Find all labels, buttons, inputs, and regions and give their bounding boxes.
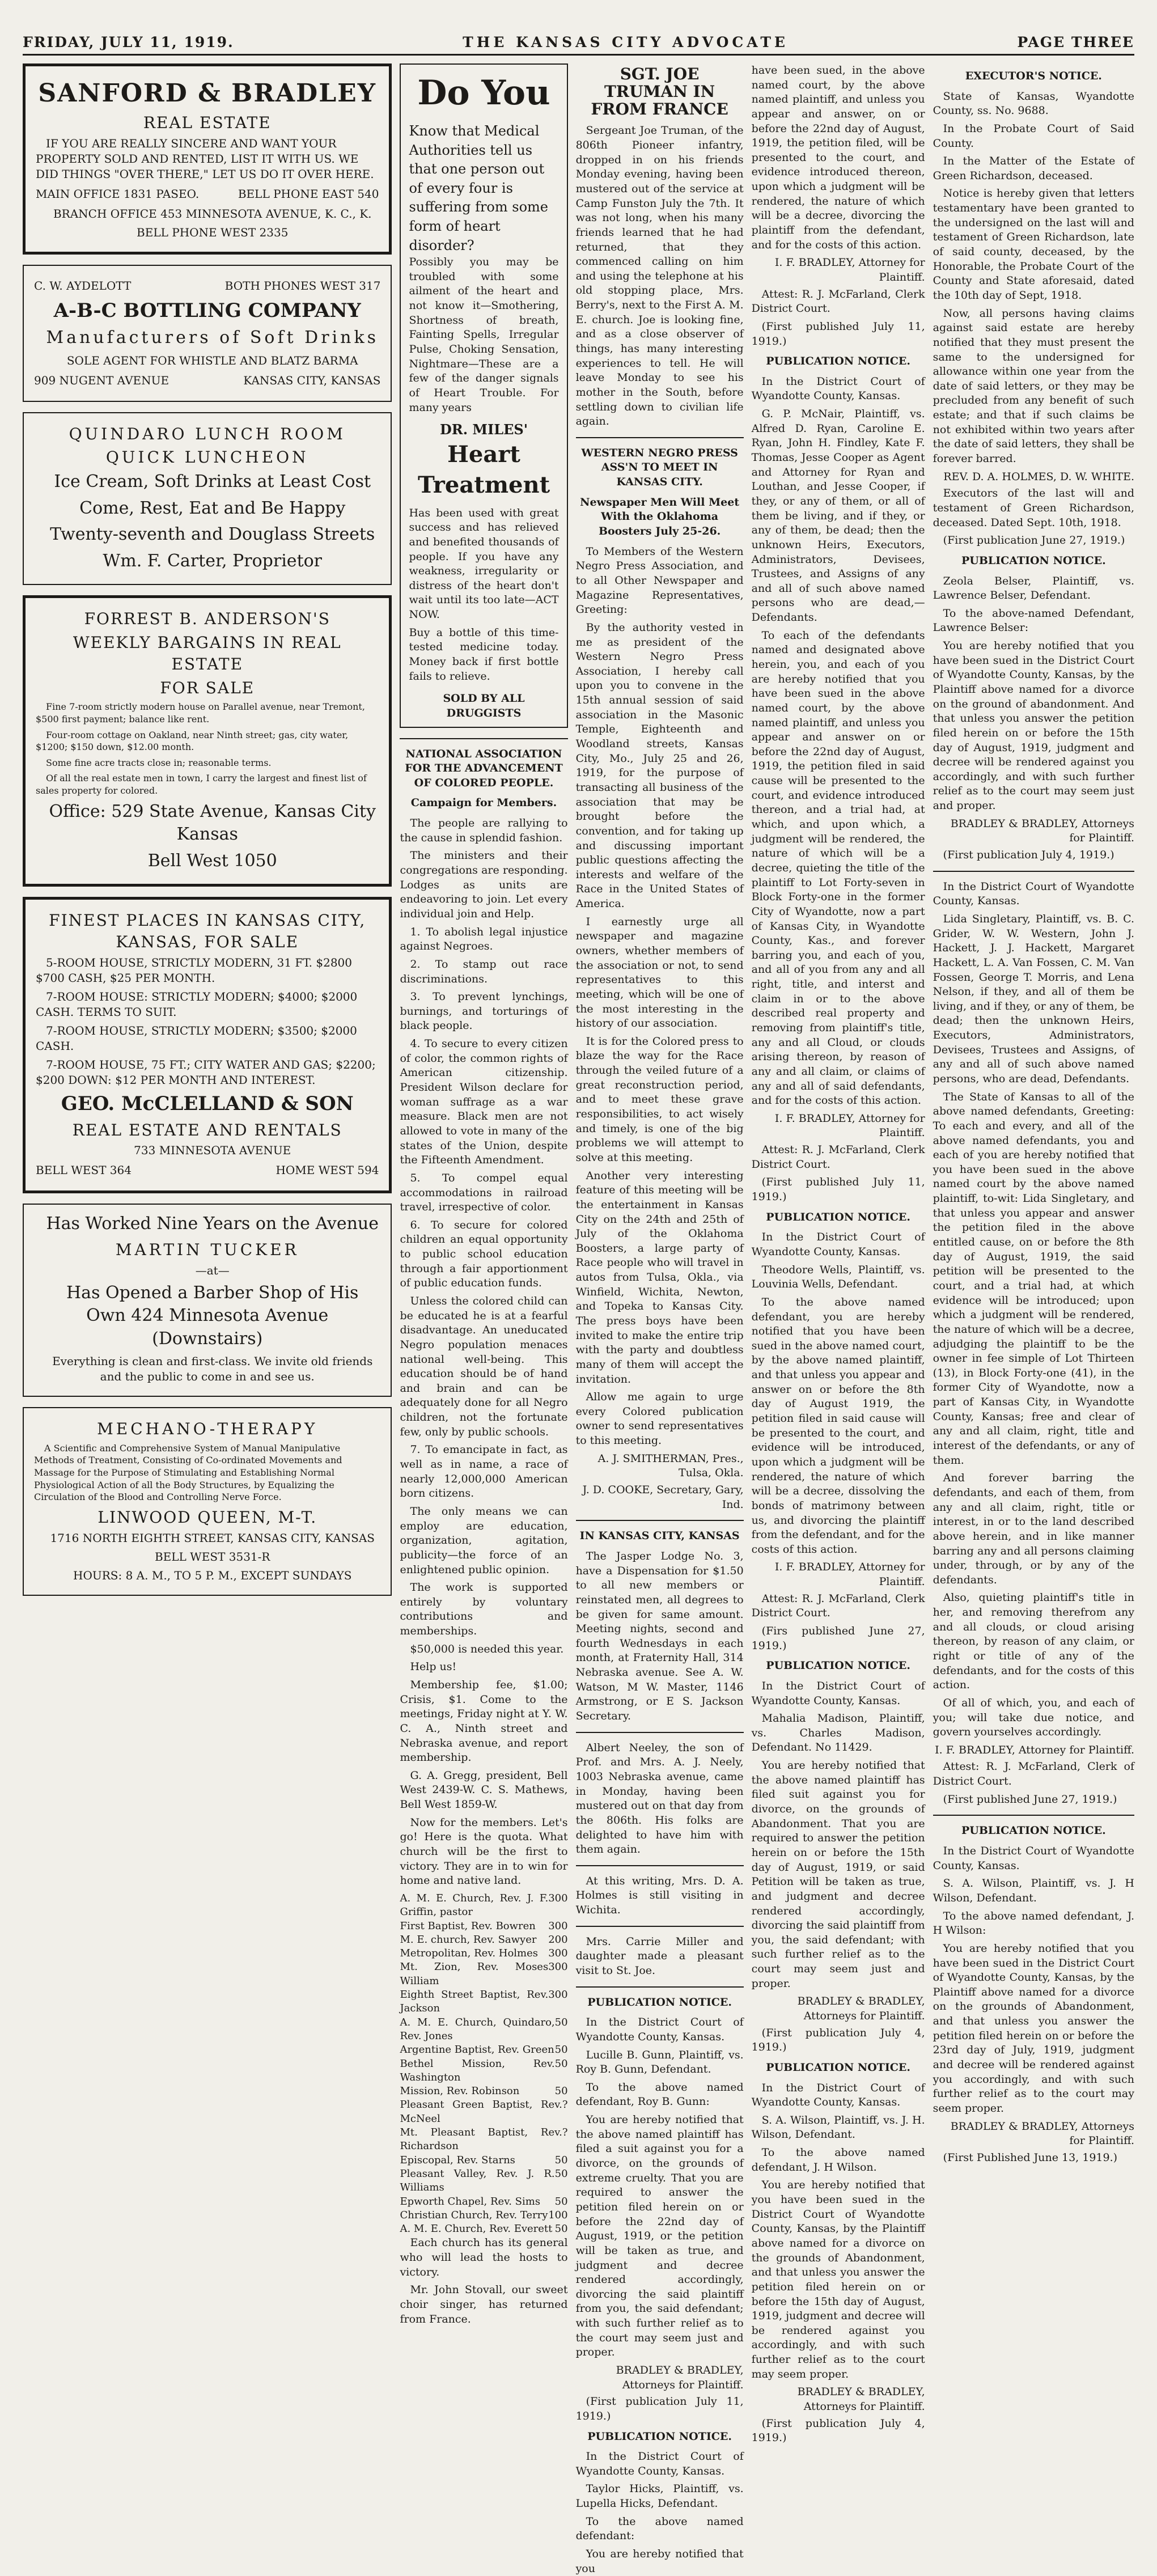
church-name: Argentine Baptist, Rev. Green: [400, 2044, 554, 2056]
mechano-therapy-ad: [23, 1407, 392, 1596]
notice-court: In the Probate Court of Said County.: [933, 122, 1134, 150]
ad-branch: BRANCH OFFICE 453 MINNESOTA AVENUE, K. C., K.: [53, 207, 372, 221]
paragraph: Albert Neeley, the son of Prof. and Mrs. A. J. Neely, 1003 Nebraska avenue, came in Monday, having been mustered out on that day from the 806th. His folks are delighted to have him with them again.: [575, 1741, 744, 1856]
notice-court: In the District Court of Wyandotte County, Kansas.: [933, 1845, 1134, 1872]
ad-agent: SOLE AGENT FOR WHISTLE AND BLATZ BARMA: [66, 353, 358, 367]
church-row: [400, 2222, 567, 2236]
finest-places-ad: [23, 897, 392, 1193]
church-row: [400, 1892, 567, 1920]
ad-firm: GEO. McCLELLAND & SON: [61, 1092, 354, 1115]
paragraph: Another very interesting feature of this meeting will be the entertainment in Kansas City on the 24th and 25th of July of the Oklahoma Boosters, a large party of Race people who will travel in autos from Tulsa, Okla., via Winfield, Wichita, Newton, and Topeka to Kansas City. The press boys have been invited to make the entire trip with the party and doubtless many of them will accept the invitation.: [575, 1169, 744, 1386]
paragraph: 6. To secure for colored children an equal opportunity to public school education through a fair apportionment of public education funds.: [400, 1218, 568, 1290]
ad-item: Four-room cottage on Oakland, near Ninth street; gas, city water, $1200; $150 down, $12.00 month.: [36, 729, 349, 753]
ad-title: FORREST B. ANDERSON'S: [84, 609, 330, 629]
ad-lead: Has Worked Nine Years on the Avenue: [46, 1214, 379, 1234]
article-subtitle: Campaign for Members.: [410, 796, 557, 810]
church-amount: 50: [554, 2085, 568, 2098]
ad-phone: BELL WEST 3531-R: [154, 1549, 270, 1564]
notice-parties: Lida Singletary, Plaintiff, vs. B. C. Grider, W. W. Western, John J. Hackett, J. J. Hackett, Margaret Hackett, L. A. Van Fossen, C. M. Van Fossen, George T. Morris, and Lena Nelson, if they, and all of them be living, and if they, or any of them, be dead; then the unknown Heirs, Executors, Administrators, Devisees, Trustees and Assigns, of any and all of such above named persons, who are dead, Defendants.: [933, 912, 1134, 1085]
paragraph: At this writing, Mrs. D. A. Holmes is still visiting in Wichita.: [575, 1874, 744, 1917]
notice-body: To each of the defendants named and designated above herein, you, and each of you are hereby notified that you have been sued in the above named court, by the above named plaintiff, and unless you appear and answer on or before the 22nd day of August, 1919, the petition filed in said cause will be presented to the court, and evidence introduced thereon, and a trial had, at which, and upon which, a judgment will be rendered, the nature of which will be a decree, quieting the title of the plaintiff to Lot Forty-seven in Block Forty-one in the former City of Wyandotte, now a part of Kansas City, in Wyandotte County, Kas., and forever barring you, and each of you, and all of you from any and all right, title, and interst and claim in or to the above described real property and removing from plaintiff's title, any and all Cloud, or clouds arising thereon, by reason of any and all claim, or claims of any and all of said defendants, and for the costs of this action.: [751, 629, 925, 1107]
paragraph: The people are rallying to the cause in splendid fashion.: [400, 817, 568, 844]
notice-body: Now, all persons having claims against said estate are hereby notified that they must present the same to the undersigned for allowance within one year from the date of said letters, or they may be precluded from any benefit of such estate; and that if such claims be not exhibited within two years after the date of said letters, they shall be forever barred.: [933, 307, 1134, 465]
paragraph: By the authority vested in me as president of the Western Negro Press Association, I hereby call upon you to convene in the 15th annual session of said association in the Masonic Temple, Eighteenth and Woodland streets, Kansas City, Mo., July 25 and 26, 1919, for the purpose of transacting all business of the association that may be brought before the convention, and for taking up and discussing important public questions affecting the interests and welfare of the Race in the United States of America.: [575, 621, 744, 910]
ad-title: SANFORD & BRADLEY: [38, 79, 377, 108]
ad-lead: Know that Medical Authorities tell us that one person out of every four is suffering from some form of heart disorder?: [409, 123, 548, 253]
notice-body: You are hereby notified that you have been sued in the District Court of Wyandotte County, Kansas, by the Plaintiff above named for a divorce on the grounds of Abandonment, and that unless you answer the petition filed herein on or before the 23rd day of July, 1919, judgment and decree will be rendered against you accordingly, and with such further relief as to the court may seem proper.: [933, 1942, 1134, 2115]
ad-brand2: Heart Treatment: [417, 440, 550, 498]
paragraph: Sergeant Joe Truman, of the 806th Pioneer infantry, dropped in on his friends Monday evening, having been mustered out of the service at Camp Funston July the 7th. It was not long, when his many friends learned that he had returned, that they commenced calling on him and using the telephone at his old stopping place, Mrs. Berry's, next to the First A. M. E. church. Joe is looking fine, and as a close observer of things, has many interesting experiences to tell. He will leave Monday to see his mother in the South, before settling down to civilian life again.: [575, 124, 744, 428]
paragraph: $50,000 is needed this year.: [410, 1642, 564, 1655]
notice-title: PUBLICATION NOTICE.: [961, 554, 1106, 567]
church-row: [400, 2043, 567, 2057]
paragraph: Help us!: [410, 1660, 457, 1673]
paragraph: 7. To emancipate in fact, as well as in name, a race of nearly 12,000,000 American born citizens.: [400, 1443, 568, 1500]
martin-tucker-ad: [23, 1204, 392, 1397]
ad-title: FINEST PLACES IN KANSAS CITY, KANSAS, FOR SALE: [49, 911, 366, 951]
ad-item: Some fine acre tracts close in; reasonable terms.: [46, 757, 272, 768]
ad-brand: DR. MILES': [439, 421, 528, 438]
church-name: Christian Church, Rev. Terry: [400, 2209, 548, 2221]
ad-name: LINWOOD QUEEN, M-T.: [98, 1507, 317, 1527]
press-subhead: Newspaper Men Will Meet With the Oklahoma Boosters July 25-26.: [580, 495, 740, 538]
newspaper-title: THE KANSAS CITY ADVOCATE: [463, 34, 789, 50]
paragraph: G. A. Gregg, president, Bell West 2439-W. C. S. Mathews, Bell West 1859-W.: [400, 1769, 568, 1811]
paragraph: Mr. John Stovall, our sweet choir singer, has returned from France.: [400, 2283, 568, 2325]
notice-pub: (First publication June 27, 1919.): [943, 534, 1125, 547]
masthead: [23, 34, 1134, 56]
truman-headline: SGT. JOE TRUMAN IN FROM FRANCE: [591, 65, 728, 118]
ad-phone: Bell West 1050: [147, 850, 277, 871]
church-amount: 300: [548, 1920, 568, 1932]
notice-body: You are hereby notified that the above named plaintiff has filed a suit against you for a divorce, on the grounds of extreme cruelty. That you are required to answer the petition filed herein on or before the 22nd day of August, 1919, or the petition will be taken as true, and judgment and decree rendered accordingly, divorcing the said plaintiff from you, the said defendant; with such further relief as to the court may seem just and proper.: [575, 2113, 744, 2359]
notice-parties: Theodore Wells, Plaintiff, vs. Louvinia Wells, Defendant.: [751, 1263, 925, 1291]
ad-title: MARTIN TUCKER: [115, 1240, 299, 1259]
church-amount: ?: [562, 2126, 568, 2139]
ad-address: 733 MINNESOTA AVENUE: [134, 1143, 291, 1158]
notice-body: To the above named defendant, you are hereby notified that you have been sued in the above named court, by the above named plaintiff, and that unless you appear and answer on or before the 8th day of August 1919, the petition filed in said cause will be presented to the court, and evidence will be introduced, upon which a judgment will be rendered, the nature of which will be a decree, dissolving the bonds of matrimony between us, and divorcing the plaintiff from the defendant, and for the costs of this action.: [751, 1295, 925, 1556]
church-name: Mt. Pleasant Baptist, Rev. Richardson: [400, 2126, 562, 2153]
page-number: PAGE THREE: [1017, 34, 1134, 50]
church-row: [400, 2154, 567, 2167]
ad-body: Has been used with great success and has relieved and benefited thousands of people. If you have any weakness, irregularity or distress of the heart don't wait until its too late—ACT NOW.: [409, 506, 559, 621]
ads-column: [23, 63, 392, 1730]
paragraph: I earnestly urge all newspaper and magazine owners, whether members of the association or not, to send representatives to this meeting, which will be one of the most interesting in the history of our association.: [575, 915, 744, 1030]
signature: J. D. COOKE, Secretary, Gary, Ind.: [582, 1484, 744, 1511]
ad-phone: BOTH PHONES WEST 317: [224, 279, 381, 293]
notice-court: In the District Court of Wyandotte County, Kansas.: [751, 2081, 925, 2109]
signature: BRADLEY & BRADLEY, Attorneys for Plaintiff.: [797, 2386, 925, 2413]
church-quota-list: [400, 1892, 567, 2236]
ad-subtitle: QUICK LUNCHEON: [105, 448, 309, 467]
church-name: Pleasant Green Baptist, Rev. McNeel: [400, 2099, 562, 2125]
church-amount: 300: [548, 1961, 568, 1973]
notice-body: Also, quieting plaintiff's title in her, and removing therefrom any and all clouds, or cloud arising thereon, by reason of any claim, or right or title of any of the defendants, and for the costs of this action.: [933, 1591, 1134, 1692]
notice-title: PUBLICATION NOTICE.: [766, 355, 911, 368]
notice-address: To the above named defendant, J. H Wilson.: [751, 2146, 925, 2174]
notice-title: PUBLICATION NOTICE.: [587, 2430, 732, 2443]
notice-body: have been sued, in the above named court, by the above named plaintiff, and unless you appear and answer, on or before the 22nd day of August, 1919, the petition filed, will be presented to the court, and evidence introduced thereon, upon which a judgment will be rendered, the nature of which will be a decree, divorcing the plaintiff from the defendant, and for the costs of this action.: [751, 64, 925, 251]
notice-address: To the above named defendant, J. H Wilson:: [933, 1909, 1134, 1937]
church-amount: 300: [548, 1989, 568, 2001]
church-amount: 50: [554, 2016, 568, 2028]
notice-body: Notice is hereby given that letters testamentary have been granted to the undersigned on the last will and testament of Green Richardson, late of said county, deceased, by the Honorable, the Probate Court of the County and State aforesaid, dated the 10th day of Sept, 1918.: [933, 187, 1134, 302]
ad-body: IF YOU ARE REALLY SINCERE AND WANT YOUR PROPERTY SOLD AND RENTED, LIST IT WITH US. WE DID THINGS "OVER THERE," LET US DO IT OVER HERE.: [36, 137, 374, 181]
notice-court: In the District Court of Wyandotte County, Kansas.: [575, 2016, 744, 2043]
notice-pub: (First publication July 11, 1919.): [575, 2395, 744, 2422]
ad-line: Twenty-seventh and Douglass Streets: [50, 524, 375, 545]
kc-headline: IN KANSAS CITY, KANSAS: [579, 1530, 740, 1543]
church-amount: 50: [554, 2223, 568, 2235]
ad-body: Everything is clean and first-class. We invite old friends and the public to come in and see us.: [52, 1354, 373, 1384]
church-amount: ?: [562, 2099, 568, 2111]
ad-subtitle: FOR SALE: [160, 678, 255, 697]
notice-court: In the District Court of Wyandotte County, Kansas.: [575, 2450, 744, 2477]
ad-subtitle: REAL ESTATE: [143, 113, 272, 133]
church-row: [400, 2167, 567, 2195]
church-amount: 200: [548, 1933, 568, 1946]
notice-pub: (First published June 27, 1919.): [943, 1793, 1117, 1806]
church-row: [400, 2057, 567, 2085]
notice-body: Of all of which, you, and each of you; will take due notice, and govern yourselves accordingly.: [933, 1696, 1134, 1739]
church-amount: 300: [548, 1892, 568, 1904]
church-name: Pleasant Valley, Rev. J. R. Williams: [400, 2167, 555, 2194]
paragraph: The work is supported entirely by voluntary contributions and memberships.: [400, 1581, 568, 1638]
notice-court: In the District Court of Wyandotte County, Kansas.: [933, 880, 1134, 908]
church-amount: 300: [548, 1947, 568, 1960]
ad-title: MECHANO-THERAPY: [97, 1420, 318, 1439]
forrest-anderson-ad: [23, 595, 392, 887]
paragraph: 5. To compel equal accommodations in railroad travel, irrespective of color.: [400, 1171, 568, 1214]
ad-item: Fine 7-room strictly modern house on Parallel avenue, near Tremont, $500 first payment; balance like rent.: [36, 701, 365, 724]
notice-pub: (First published July 11, 1919.): [751, 1176, 925, 1204]
notice-pub: (First Published June 13, 1919.): [943, 2151, 1118, 2164]
notice-body: You are hereby notified that you have been sued in the District Court of Wyandotte County, Kansas, by the Plaintiff above named for a divorce on the ground of abandonment. And that unless you answer the petition filed herein on or before the 15th day of August, 1919, judgment and decree will be rendered against you accordingly, and with such further relief as to the court may seem just and proper.: [933, 639, 1134, 812]
church-row: [400, 1933, 567, 1947]
ad-branch-phone: BELL PHONE WEST 2335: [137, 226, 289, 240]
press-headline: WESTERN NEGRO PRESS ASS'N TO MEET IN KANSAS CITY.: [581, 446, 738, 489]
notice-parties: Lucille B. Gunn, Plaintiff, vs. Roy B. Gunn, Defendant.: [575, 2048, 744, 2076]
church-row: [400, 1988, 567, 2016]
ad-line: Come, Rest, Eat and Be Happy: [79, 498, 346, 518]
notice-pub: (First publication July 4, 1919.): [751, 2026, 925, 2054]
ad-title: QUINDARO LUNCH ROOM: [69, 424, 346, 443]
signature: BRADLEY & BRADLEY, Attorneys for Plaintiff.: [950, 2120, 1134, 2147]
church-amount: 50: [554, 2195, 568, 2208]
ad-proprietor: Wm. F. Carter, Proprietor: [103, 550, 323, 571]
issue-date: FRIDAY, JULY 11, 1919.: [23, 34, 234, 50]
paragraph: Unless the colored child can be educated he is at a fearful disadvantage. An uneducated Negro population menaces national well-being. This education should be of hand and brain and can be adequately done for all Negro children, not the fortunate few, only by public schools.: [400, 1294, 568, 1438]
ad-title: A-B-C BOTTLING COMPANY: [53, 299, 361, 323]
signature: BRADLEY & BRADLEY, Attorneys for Plaintiff.: [797, 1995, 925, 2022]
church-row: [400, 1960, 567, 1988]
church-amount: 50: [554, 2167, 568, 2180]
ad-phone: BELL PHONE EAST 540: [238, 187, 379, 201]
notice-title: PUBLICATION NOTICE.: [766, 1210, 911, 1223]
notice-attest: Attest: R. J. McFarland, Clerk District Court.: [751, 1592, 925, 1620]
notice-address: To the above-named Defendant, Lawrence Belser:: [933, 607, 1134, 634]
paragraph: Allow me again to urge every Colored publication owner to send representatives to this meeting.: [575, 1391, 744, 1447]
column-3: [575, 63, 744, 2575]
notice-pub: (First publication July 4, 1919.): [943, 849, 1114, 862]
column-2: [400, 63, 568, 2325]
notice-pub: (Firs published June 27, 1919.): [751, 1624, 925, 1652]
column-5: [933, 63, 1134, 2164]
ad-body: Possibly you may be troubled with some ailment of the heart and not know it—Smothering, Shortness of breath, Fainting Spells, Irregular Pulse, Choking Sensation, Nightmare—These are a few of the danger signals of Heart Trouble. For many years: [409, 256, 559, 414]
paragraph: The ministers and their congregations are responding. Lodges as units are endeavoring to join. Let every individual join and Help.: [400, 849, 568, 920]
article-title: NATIONAL ASSOCIATION FOR THE ADVANCEMENT OF COLORED PEOPLE.: [405, 747, 563, 789]
notice-title: PUBLICATION NOTICE.: [766, 2061, 911, 2074]
ad-shop: Has Opened a Barber Shop of His Own 424 Minnesota Avenue (Downstairs): [66, 1282, 359, 1349]
notice-pub: (First published July 11, 1919.): [751, 320, 925, 348]
church-amount: 100: [548, 2209, 568, 2221]
church-name: Bethel Mission, Rev. Washington: [400, 2057, 555, 2083]
church-name: A. M. E. Church, Rev. J. F. Griffin, pastor: [400, 1892, 549, 1918]
notice-attest: Attest: R. J. McFarland, Clerk District Court.: [751, 287, 925, 315]
column-4: [751, 63, 925, 2444]
paragraph: The only means we can employ are education, organization, agitation, publicity—the force of an enlightened public opinion.: [400, 1505, 568, 1576]
church-row: [400, 1947, 567, 1960]
ad-hours: HOURS: 8 A. M., TO 5 P. M., EXCEPT SUNDAYS: [73, 1568, 352, 1582]
ad-title: WEEKLY BARGAINS IN REAL ESTATE: [73, 633, 342, 673]
signature: I. F. BRADLEY, Attorney for Plaintiff.: [774, 1561, 925, 1588]
ad-body: Buy a bottle of this time-tested medicine today. Money back if first bottle fails to relieve.: [409, 626, 559, 683]
signature: REV. D. A. HOLMES, D. W. WHITE.: [943, 470, 1134, 483]
ad-item: 7-ROOM HOUSE, 75 FT.; CITY WATER AND GAS; $2200; $200 DOWN: $12 PER MONTH AND INTEREST.: [36, 1057, 376, 1087]
notice-parties: Zeola Belser, Plaintiff, vs. Lawrence Belser, Defendant.: [933, 574, 1134, 602]
signature: BRADLEY & BRADLEY, Attorneys for Plaintiff.: [950, 817, 1134, 845]
signature: I. F. BRADLEY, Attorney for Plaintiff.: [935, 1743, 1134, 1756]
ad-title: Do You: [417, 73, 550, 113]
notice-body: The State of Kansas to all of the above named defendants, Greeting: To each and every, and all of the above named defendants, you and each of you are hereby notified that you have been sued in the above named court by the above named plaintiff, to-wit: Lida Singletary, and that unless you appear and answer the petition filed in the above entitled cause, on or before the 8th day of August, 1919, the said petition will be presented to the court, and a trial had, at which evidence will be introduced; upon which a judgment will be rendered, the nature of which will be a decree, adjudging the plaintiff to be the owner in fee simple of Lot Thirteen (13), in Block Forty-one (41), in the former City of Wyandotte, now a part of Kansas City, in Wyandotte County, Kansas; free and clear of any and all claim, right, title and interest of the defendants, or any of them.: [933, 1090, 1134, 1467]
church-name: A. M. E. Church, Quindaro, Rev. Jones: [400, 2016, 555, 2042]
ad-address: 909 NUGENT AVENUE: [34, 373, 169, 387]
church-amount: 50: [554, 2057, 568, 2070]
church-name: Episcopal, Rev. Starns: [400, 2154, 515, 2166]
paragraph: Now for the members. Let's go! Here is the quota. What church will be the first to victory. They are in to win for home and native land.: [400, 1816, 568, 1887]
church-row: [400, 1920, 567, 1933]
paragraph: 2. To stamp out race discriminations.: [400, 957, 568, 985]
notice-pub: (First publication July 4, 1919.): [751, 2417, 925, 2444]
notice-signer-note: Executors of the last will and testament of Green Richardson, deceased. Dated Sept. 10th, 1918.: [933, 487, 1134, 529]
church-row: [400, 2098, 567, 2126]
church-name: Eighth Street Baptist, Rev. Jackson: [400, 1989, 549, 2015]
notice-title: EXECUTOR'S NOTICE.: [965, 70, 1102, 82]
notice-court: In the District Court of Wyandotte County, Kansas.: [751, 375, 925, 402]
church-row: [400, 2209, 567, 2222]
church-name: Epworth Chapel, Rev. Sims: [400, 2195, 541, 2208]
ad-tagline: Manufacturers of Soft Drinks: [46, 328, 379, 348]
ad-body: A Scientific and Comprehensive System of Manual Manipulative Methods of Treatment, Consisting of Co-ordinated Movements and Massage for the Purpose of Stimulating and Establishing Normal Physiological Action of all the Body Structures, by Equalizing the Circulation of the Blood and Controlling Nerve Force.: [34, 1442, 342, 1503]
ad-owner: C. W. AYDELOTT: [34, 279, 132, 293]
church-row: [400, 2084, 567, 2098]
paragraph: The Jasper Lodge No. 3, have a Dispensation for $1.50 to all new members or reinstated men, all degrees to be given for same amount. Meeting nights, second and fourth Wednesdays in each month, at Fraternity Hall, 314 Nebraska avenue. See A. W. Watson, M W. Master, 1146 Armstrong, or E S. Jackson Secretary.: [575, 1549, 744, 1723]
notice-parties: Mahalia Madison, Plaintiff, vs. Charles Madison, Defendant. No 11429.: [751, 1712, 925, 1754]
notice-body: You are hereby notified that you have been sued in the District Court of Wyandotte County, Kansas, by the Plaintiff above named for a divorce on the grounds of Abandonment, and that unless you answer the petition filed herein on or before the 15th day of August, 1919, judgment and decree will be rendered against you accordingly, and with such further relief as to the court may seem proper.: [751, 2179, 925, 2380]
church-name: Metropolitan, Rev. Holmes: [400, 1947, 539, 1960]
quindaro-lunch-ad: [23, 412, 392, 586]
paragraph: Each church has its general who will lead the hosts to victory.: [400, 2236, 568, 2278]
paragraph: It is for the Colored press to blaze the way for the Race through the veiled future of a great reconstruction period, and to meet these grave responsibilities, to act wisely and timely, is one of the big problems we will attempt to solve at this meeting.: [575, 1035, 744, 1164]
ad-city: KANSAS CITY, KANSAS: [243, 373, 381, 387]
notice-court: In the District Court of Wyandotte County, Kansas.: [751, 1231, 925, 1258]
notice-court: In the District Court of Wyandotte County, Kansas.: [751, 1679, 925, 1707]
notice-address: To the above named defendant:: [575, 2515, 744, 2543]
ad-address: 1716 NORTH EIGHTH STREET, KANSAS CITY, KANSAS: [50, 1531, 375, 1545]
church-name: Mt. Zion, Rev. Moses William: [400, 1961, 549, 1987]
notice-title: PUBLICATION NOTICE.: [766, 1659, 911, 1672]
church-amount: 50: [554, 2154, 568, 2166]
notice-parties: S. A. Wilson, Plaintiff, vs. J. H Wilson, Defendant.: [933, 1877, 1134, 1904]
sanford-bradley-ad: [23, 63, 392, 255]
signature: I. F. BRADLEY, Attorney for Plaintiff.: [774, 1112, 925, 1139]
ad-firm-sub: REAL ESTATE AND RENTALS: [72, 1120, 342, 1139]
church-name: A. M. E. Church, Rev. Everett: [400, 2223, 553, 2235]
ad-at: —at—: [195, 1263, 230, 1277]
church-row: [400, 2126, 567, 2154]
ad-item: 5-ROOM HOUSE, STRICTLY MODERN, 31 FT. $2800 $700 CASH, $25 PER MONTH.: [36, 955, 353, 985]
paragraph: To Members of the Western Negro Press Association, and to all Other Newspaper and Magazine Representatives, Greeting:: [575, 545, 744, 616]
paragraph: 3. To prevent lynchings, burnings, and torturings of black people.: [400, 990, 568, 1032]
paragraph: Mrs. Carrie Miller and daughter made a pleasant visit to St. Joe.: [575, 1935, 744, 1977]
church-name: Mission, Rev. Robinson: [400, 2085, 520, 2098]
dr-miles-ad: [400, 63, 567, 728]
church-name: M. E. church, Rev. Sawyer: [400, 1933, 537, 1946]
signature: BRADLEY & BRADLEY, Attorneys for Plaintiff.: [616, 2364, 744, 2391]
signature: A. J. SMITHERMAN, Pres., Tulsa, Okla.: [597, 1452, 744, 1480]
notice-body: You are hereby notified that the above named plaintiff has filed suit against you for divorce, on the grounds of Abandonment. That you are required to answer the petition herein on or before the 15th day of August, 1919, or said Petition will be taken as true, and judgment and decree rendered accordingly, divorcing the said plaintiff from you, the said defendant; with such further relief as to the court may seem just and proper.: [751, 1759, 925, 1990]
signature: I. F. BRADLEY, Attorney for Plaintiff.: [774, 256, 925, 283]
church-row: [400, 2016, 567, 2044]
ad-item: 7-ROOM HOUSE, STRICTLY MODERN; $3500; $2000 CASH.: [36, 1023, 357, 1053]
notice-title: PUBLICATION NOTICE.: [961, 1824, 1106, 1837]
notice-attest: Attest: R. J. McFarland, Clerk of District Court.: [933, 1760, 1134, 1788]
notice-state: State of Kansas, Wyandotte County, ss. No. 9688.: [933, 90, 1134, 117]
notice-estate: In the Matter of the Estate of Green Richardson, deceased.: [933, 155, 1134, 182]
ad-footer: SOLD BY ALL DRUGGISTS: [443, 692, 525, 719]
ad-phone: HOME WEST 594: [276, 1163, 379, 1177]
notice-body: You are hereby notified that you: [575, 2548, 744, 2575]
ad-line: Ice Cream, Soft Drinks at Least Cost: [54, 472, 371, 492]
notice-body: And forever barring the defendants, and each of them, from any and all claim, right, title or interest, in or to the land described above herein, and in like manner barring any and all persons claiming under, through, or by any of the defendants.: [933, 1472, 1134, 1586]
ad-office: Office: 529 State Avenue, Kansas City Kansas: [49, 801, 376, 845]
notice-address: To the above named defendant, Roy B. Gunn:: [575, 2081, 744, 2108]
paragraph: 1. To abolish legal injustice against Negroes.: [400, 925, 568, 953]
notice-attest: Attest: R. J. McFarland, Clerk District Court.: [751, 1143, 925, 1171]
ad-item: Of all the real estate men in town, I carry the largest and finest list of sales property for colored.: [36, 773, 367, 796]
ad-phone: BELL WEST 364: [36, 1163, 132, 1177]
notice-parties: G. P. McNair, Plaintiff, vs. Alfred D. Ryan, Caroline E. Ryan, John H. Findley, Kate F. Thomas, Jesse Cooper as Agent and Attorney for Ryan and Louthan, and Jesse Cooper, if they, or any of them, or all of them be living, and if they, or any of them, be dead; then the unknown Heirs, Executors, Administrators, Devisees, Trustees, and Assigns of any and all of such above named persons who are dead,—Defendants.: [751, 408, 925, 624]
paragraph: 4. To secure to every citizen of color, the common rights of American citizenship. President Wilson declare for woman suffrage as a war measure. Black men are not allowed to vote in many of the states of the Union, despite the Fifteenth Amendment.: [400, 1037, 568, 1167]
ad-item: 7-ROOM HOUSE: STRICTLY MODERN; $4000; $2000 CASH. TERMS TO SUIT.: [36, 989, 358, 1019]
church-row: [400, 2195, 567, 2209]
abc-bottling-ad: [23, 265, 392, 401]
notice-parties: Taylor Hicks, Plaintiff, vs. Lupella Hicks, Defendant.: [575, 2482, 744, 2510]
naacp-article: [400, 747, 567, 2327]
paragraph: Membership fee, $1.00; Crisis, $1. Come to the meetings, Friday night at Y. W. C. A., Ninth street and Nebraska avenue, and report membership.: [400, 1679, 568, 1764]
church-name: First Baptist, Rev. Bowren: [400, 1920, 536, 1932]
ad-office: MAIN OFFICE 1831 PASEO.: [36, 187, 200, 201]
notice-parties: S. A. Wilson, Plaintiff, vs. J. H. Wilson, Defendant.: [751, 2113, 925, 2141]
notice-title: PUBLICATION NOTICE.: [587, 1995, 732, 2009]
church-amount: 50: [554, 2044, 568, 2056]
